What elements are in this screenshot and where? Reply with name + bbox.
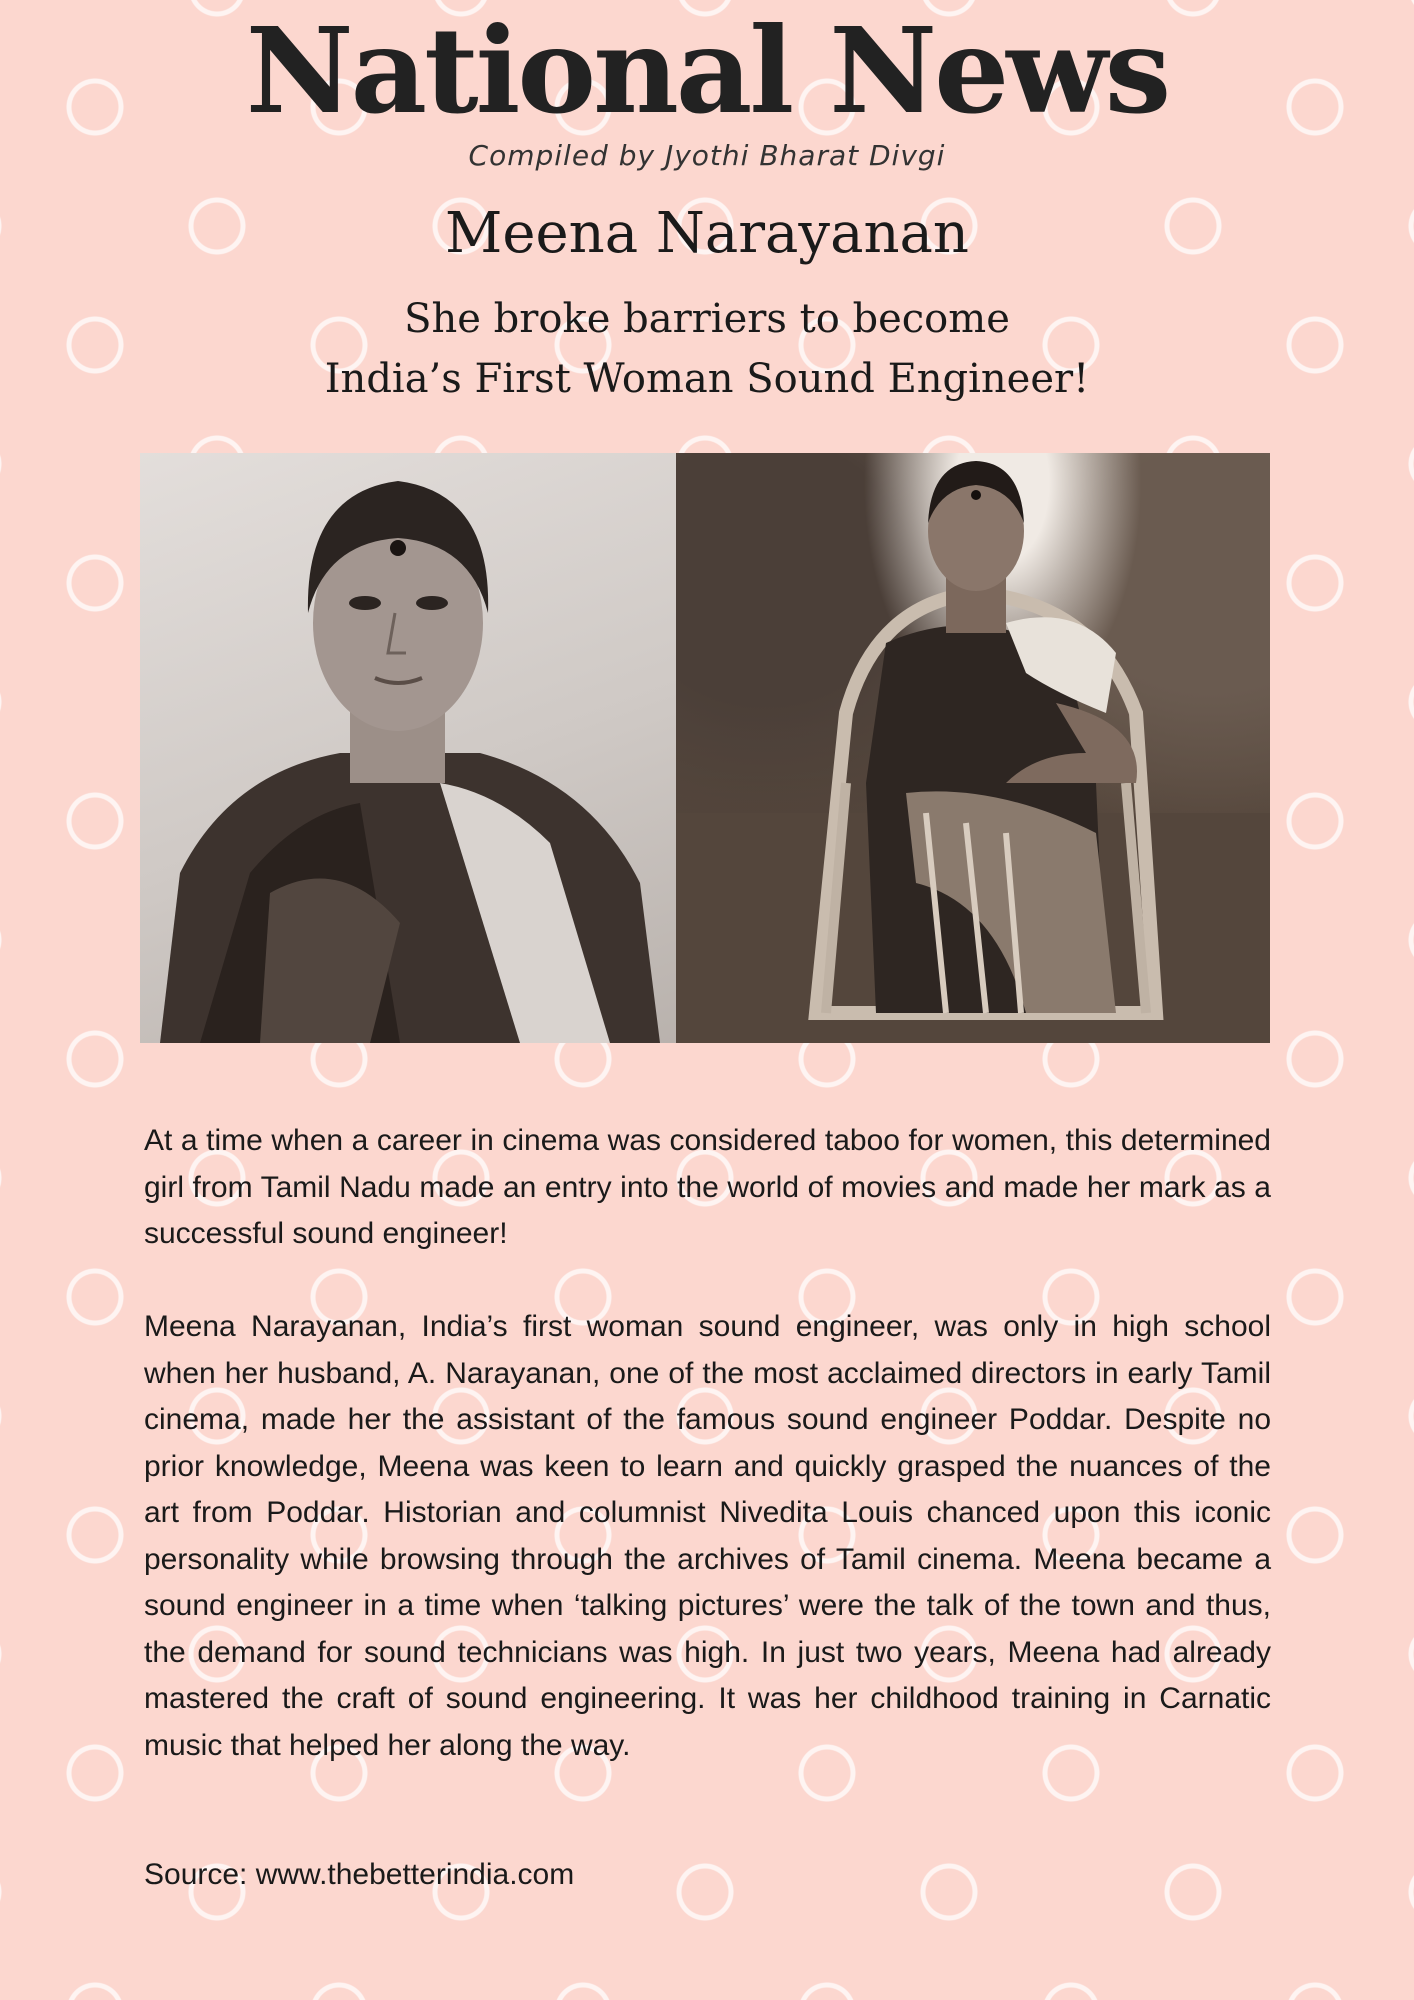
masthead-title: National News	[245, 1, 1169, 140]
article-headline: Meena Narayanan	[445, 201, 969, 266]
article-paragraph-2: Meena Narayanan, India’s first woman sound engineer, was only in high school when her husband, A. Narayanan, one of the most acclaimed directors in early Tamil cinema, made her the assistant of the famous sound engineer Poddar. Despite no prior knowledge, Meena was keen to learn and quickly grasped the nuances of the art from Poddar. Historian and columnist Nivedita Louis chanced upon this iconic personality while browsing through the archives of Tamil cinema. Meena became a sound engineer in a time when ‘talking pictures’ were the talk of the town and thus, the demand for sound technicians was high. In just two years, Meena had already mastered the craft of sound engineering. It was her childhood training in Carnatic music that helped her along the way.	[144, 1310, 1271, 1762]
portrait-photo	[140, 453, 676, 1043]
subhead-line-2: India’s First Woman Sound Engineer!	[324, 356, 1090, 402]
source-credit: Source: www.thebetterindia.com	[144, 1858, 575, 1891]
photo-strip	[140, 453, 1270, 1043]
subhead-line-1: She broke barriers to become	[404, 296, 1010, 342]
portrait-photo-icon	[140, 453, 676, 1043]
compiled-by-credit: Compiled by Jyothi Bharat Divgi	[468, 139, 946, 172]
article-subhead	[0, 289, 1414, 409]
seated-portrait-photo	[676, 453, 1270, 1043]
seated-portrait-photo-icon	[676, 453, 1270, 1043]
article-paragraph-1: At a time when a career in cinema was considered taboo for women, this determined girl from Tamil Nadu made an entry into the world of movies and made her mark as a successful sound engineer!	[144, 1124, 1271, 1250]
